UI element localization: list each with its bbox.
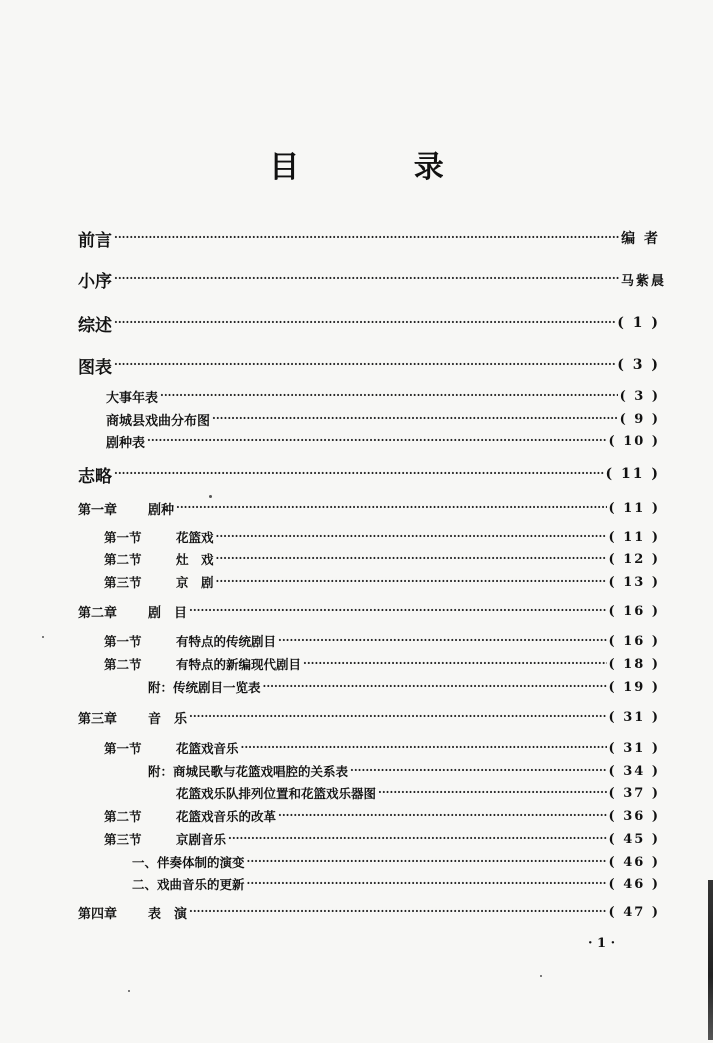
toc-label: 花篮戏音乐 <box>176 741 239 756</box>
toc-page: ( 46 ) <box>608 854 660 870</box>
leader-dots <box>378 782 607 804</box>
toc-page: ( 31 ) <box>608 740 660 756</box>
toc-appendix[interactable] <box>148 760 660 782</box>
toc-page: ( 11 ) <box>608 500 660 516</box>
toc-entry-overview[interactable] <box>78 312 660 334</box>
leader-dots <box>176 497 607 519</box>
leader-dots <box>114 312 615 334</box>
scan-speck <box>540 975 542 977</box>
toc-label: 表 演 <box>148 906 188 922</box>
leader-dots <box>247 851 607 873</box>
toc-entry-preface[interactable] <box>78 227 660 249</box>
toc-label: 志略 <box>78 466 112 487</box>
scan-speck <box>42 636 44 638</box>
toc-page: ( 11 ) <box>605 466 660 482</box>
leader-dots <box>114 268 619 290</box>
leader-dots <box>189 600 607 622</box>
toc-entry-foreword[interactable] <box>78 268 666 290</box>
toc-label: 附：商城民歌与花篮戏唱腔的关系表 <box>148 764 349 779</box>
toc-label: 花篮戏乐队排列位置和花篮戏乐器图 <box>176 786 377 801</box>
section-number: 第二节 <box>104 657 142 672</box>
toc-chapter-2[interactable] <box>78 600 660 622</box>
toc-page: 编 者 <box>621 231 660 247</box>
toc-page: ( 10 ) <box>608 433 660 449</box>
toc-page: ( 37 ) <box>608 785 660 801</box>
toc-page: ( 47 ) <box>608 904 660 920</box>
toc-section[interactable] <box>104 630 660 652</box>
leader-dots <box>228 828 607 850</box>
toc-label: 花篮戏音乐的改革 <box>176 809 277 824</box>
toc-page: ( 16 ) <box>608 633 660 649</box>
toc-label: 剧 目 <box>148 605 188 621</box>
toc-entry-genre-table[interactable] <box>106 430 660 452</box>
toc-label: 图表 <box>78 357 112 378</box>
leader-dots <box>241 737 607 759</box>
section-number: 第一节 <box>104 741 142 756</box>
toc-label: 京 剧 <box>176 575 214 590</box>
leader-dots <box>147 430 607 452</box>
toc-label: 音 乐 <box>148 711 188 727</box>
toc-section[interactable] <box>104 653 660 675</box>
toc-label: 综述 <box>78 315 112 336</box>
scan-speck <box>128 990 130 992</box>
toc-page: ( 34 ) <box>608 763 660 779</box>
toc-label: 前言 <box>78 230 112 251</box>
toc-label: 二、戏曲音乐的更新 <box>132 877 245 892</box>
leader-dots <box>247 873 607 895</box>
toc-page: ( 9 ) <box>619 411 660 427</box>
scan-edge-shadow <box>708 880 713 1040</box>
leader-dots <box>189 901 607 923</box>
toc-entry-distribution-map[interactable] <box>106 408 660 430</box>
toc-label: 附：传统剧目一览表 <box>148 680 261 695</box>
toc-subsection[interactable] <box>132 851 660 873</box>
toc-label: 小序 <box>78 271 112 292</box>
leader-dots <box>212 408 618 430</box>
toc-section[interactable] <box>104 548 660 570</box>
toc-subsection[interactable] <box>132 873 660 895</box>
leader-dots <box>263 676 607 698</box>
toc-section[interactable] <box>104 805 660 827</box>
section-number: 第三节 <box>104 575 142 590</box>
toc-chapter-1[interactable] <box>78 497 660 519</box>
toc-entry-charts[interactable] <box>78 354 660 376</box>
leader-dots <box>216 548 607 570</box>
toc-label: 有特点的传统剧目 <box>176 634 277 649</box>
toc-page: ( 3 ) <box>617 357 660 373</box>
toc-chapter-3[interactable] <box>78 706 660 728</box>
toc-section[interactable] <box>104 526 660 548</box>
scan-speck <box>209 495 212 498</box>
section-number: 第二节 <box>104 809 142 824</box>
toc-page: ( 3 ) <box>619 388 660 404</box>
toc-label: 花篮戏 <box>176 530 214 545</box>
chapter-number: 第三章 <box>78 711 118 727</box>
chapter-number: 第一章 <box>78 502 118 518</box>
toc-entry-records[interactable] <box>78 463 660 485</box>
section-number: 第一节 <box>104 634 142 649</box>
toc-appendix[interactable] <box>148 676 660 698</box>
toc-page: ( 11 ) <box>608 529 660 545</box>
toc-label: 剧种表 <box>106 435 146 451</box>
chapter-number: 第四章 <box>78 906 118 922</box>
toc-label: 一、伴奏体制的演变 <box>132 855 245 870</box>
toc-label: 有特点的新编现代剧目 <box>176 657 302 672</box>
toc-page: ( 31 ) <box>608 709 660 725</box>
toc-section[interactable] <box>104 828 660 850</box>
toc-label: 京剧音乐 <box>176 832 227 847</box>
leader-dots <box>350 760 607 782</box>
page-number: · 1 · <box>588 936 616 951</box>
leader-dots <box>216 571 607 593</box>
leader-dots <box>278 630 607 652</box>
toc-label: 灶 戏 <box>176 552 214 567</box>
leader-dots <box>114 463 604 485</box>
toc-page: ( 18 ) <box>608 656 660 672</box>
leader-dots <box>278 805 607 827</box>
toc-page: ( 46 ) <box>608 876 660 892</box>
leader-dots <box>114 354 615 376</box>
leader-dots <box>303 653 607 675</box>
toc-page: ( 16 ) <box>608 603 660 619</box>
toc-label: 商城县戏曲分布图 <box>106 413 211 429</box>
section-number: 第一节 <box>104 530 142 545</box>
leader-dots <box>160 385 618 407</box>
toc-appendix[interactable] <box>176 782 660 804</box>
leader-dots <box>189 706 607 728</box>
leader-dots <box>114 227 619 249</box>
toc-page: ( 45 ) <box>608 831 660 847</box>
page-title: 目 录 <box>269 150 496 185</box>
toc-page: ( 13 ) <box>608 574 660 590</box>
toc-section[interactable] <box>104 737 660 759</box>
toc-page: ( 36 ) <box>608 808 660 824</box>
toc-page: ( 12 ) <box>608 551 660 567</box>
leader-dots <box>216 526 607 548</box>
toc-chapter-4[interactable] <box>78 901 660 923</box>
toc-entry-chronology[interactable] <box>106 385 660 407</box>
chapter-number: 第二章 <box>78 605 118 621</box>
toc-section[interactable] <box>104 571 660 593</box>
section-number: 第三节 <box>104 832 142 847</box>
toc-page: ( 1 ) <box>617 315 660 331</box>
toc-page: ( 19 ) <box>608 679 660 695</box>
toc-label: 大事年表 <box>106 390 159 406</box>
section-number: 第二节 <box>104 552 142 567</box>
toc-label: 剧种 <box>148 502 175 518</box>
toc-author: 马紫晨 <box>620 273 666 289</box>
